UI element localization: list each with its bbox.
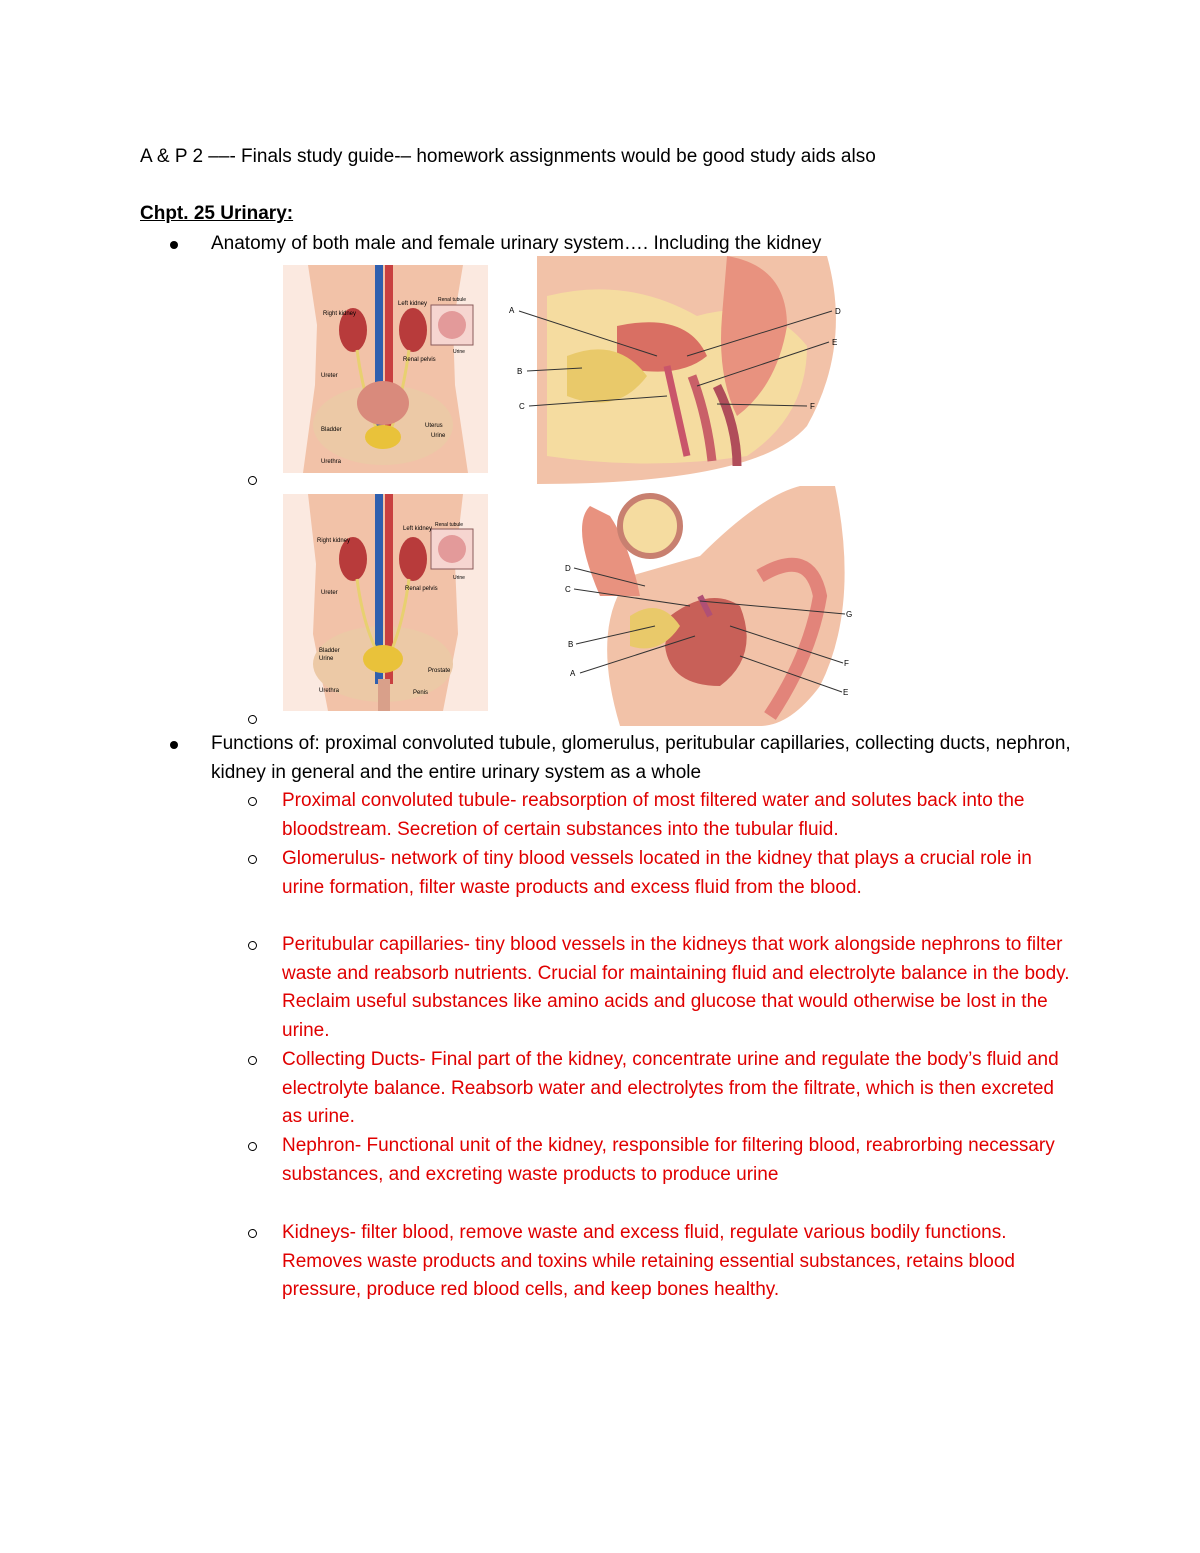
female-urinary-front-figure <box>283 265 488 473</box>
sub-bullet-marker <box>248 1229 257 1238</box>
label-urine-2: Urine <box>431 433 446 439</box>
label-urethra: Urethra <box>321 459 342 465</box>
label-renal-tubule: Renal tubule <box>438 297 467 303</box>
label-c: C <box>519 402 525 411</box>
label-right-kidney: Right kidney <box>317 538 351 544</box>
sub-bullet-marker <box>248 797 257 806</box>
page-title: A & P 2 ––- Finals study guide-– homework assignments would be good study aids also <box>140 146 876 167</box>
answer-kidneys: Kidneys- filter blood, remove waste and excess fluid, regulate various bodily functions. Removes waste products and toxins while retaining essential substances, retains blood pressure, produce red blood cells, and keep bones healthy. <box>282 1222 1015 1301</box>
label-prostate: Prostate <box>428 668 451 674</box>
label-f: F <box>844 659 849 668</box>
label-e: E <box>832 338 838 347</box>
chapter-heading: Chpt. 25 Urinary: <box>140 203 294 224</box>
label-g: G <box>846 610 853 619</box>
bullet-marker <box>170 241 178 249</box>
label-f: F <box>810 402 815 411</box>
answer-peritubular-capillaries: Peritubular capillaries- tiny blood vessels in the kidneys that work alongside nephrons to filter waste and reabsorb nutrients. Crucial for maintaining fluid and electrolyte balance in the body. Reclaim useful substances like amino acids and glucose that would otherwise be lost in the urine. <box>282 934 1070 1042</box>
label-a: A <box>570 669 576 678</box>
answer-proximal-convoluted-tubule: Proximal convoluted tubule- reabsorption of most filtered water and solutes back into the bloodstream. Secretion of certain substances into the tubular fluid. <box>282 790 1025 840</box>
label-left-kidney: Left kidney <box>398 301 428 307</box>
sub-bullet-marker <box>248 1056 257 1065</box>
sub-bullet-marker <box>248 715 257 724</box>
bullet-marker <box>170 741 178 749</box>
sub-bullet-marker <box>248 1142 257 1151</box>
bullet-anatomy: Anatomy of both male and female urinary system…. Including the kidney <box>211 233 822 254</box>
label-urine: Urine <box>453 575 465 581</box>
male-pelvis-sagittal-figure <box>560 486 860 726</box>
label-ureter: Ureter <box>321 590 338 596</box>
male-urinary-front-figure <box>283 494 488 711</box>
label-e: E <box>843 688 849 697</box>
label-penis: Penis <box>413 690 429 696</box>
label-ureter: Ureter <box>321 373 338 379</box>
label-uterus: Uterus <box>425 423 443 429</box>
label-b: B <box>517 367 523 376</box>
label-a: A <box>509 306 515 315</box>
label-c: C <box>565 585 571 594</box>
label-renal-pelvis: Renal pelvis <box>405 586 438 592</box>
label-bladder: Bladder <box>321 427 342 433</box>
label-renal-pelvis: Renal pelvis <box>403 357 436 363</box>
bullet-functions: Functions of: proximal convoluted tubule, glomerulus, peritubular capillaries, collecting ducts, nephron, kidney in general and the entire urinary system as a whole <box>211 733 1071 783</box>
answer-nephron: Nephron- Functional unit of the kidney, responsible for filtering blood, reabrorbing necessary substances, and excreting waste products to produce urine <box>282 1135 1055 1185</box>
label-d: D <box>835 307 841 316</box>
label-urine-2: Urine <box>319 656 334 662</box>
sub-bullet-marker <box>248 855 257 864</box>
answer-collecting-ducts: Collecting Ducts- Final part of the kidney, concentrate urine and regulate the body’s fluid and electrolyte balance. Reabsorb water and electrolytes from the filtrate, which is then excreted as urine. <box>282 1049 1059 1128</box>
label-urethra: Urethra <box>319 688 340 694</box>
answer-glomerulus: Glomerulus- network of tiny blood vessels located in the kidney that plays a crucial role in urine formation, filter waste products and excess fluid from the blood. <box>282 848 1032 898</box>
label-d: D <box>565 564 571 573</box>
label-right-kidney: Right kidney <box>323 311 357 317</box>
label-renal-tubule: Renal tubule <box>435 522 464 528</box>
sub-bullet-marker <box>248 941 257 950</box>
label-bladder: Bladder <box>319 648 340 654</box>
label-urine: Urine <box>453 349 465 355</box>
label-left-kidney: Left kidney <box>403 526 433 532</box>
sub-bullet-marker <box>248 476 257 485</box>
female-pelvis-sagittal-figure <box>507 256 852 484</box>
label-b: B <box>568 640 574 649</box>
